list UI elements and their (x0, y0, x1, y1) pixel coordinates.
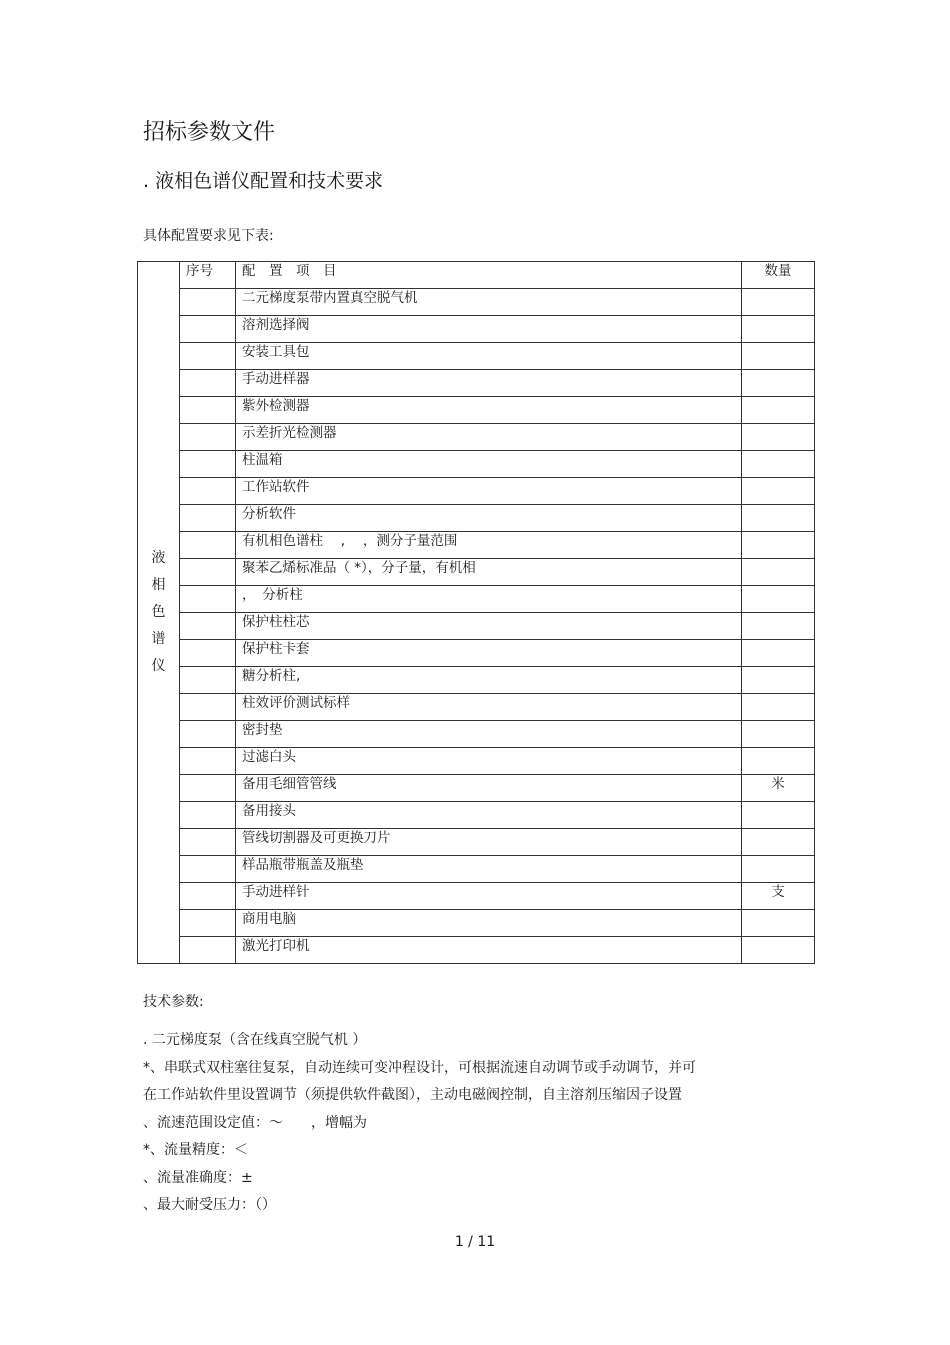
table-row (138, 721, 815, 748)
configuration-table (137, 261, 815, 964)
param-line: . 二元梯度泵（含在线真空脱气机 ） (143, 1032, 367, 1048)
row-qty-cell (742, 559, 815, 586)
row-item-cell: 过滤白头 (236, 748, 742, 775)
configuration-table-body (138, 262, 815, 964)
row-no-cell (180, 559, 236, 586)
row-item-cell: 手动进样器 (236, 370, 742, 397)
row-no-cell (180, 532, 236, 559)
page-number: 1 / 11 (454, 1234, 496, 1250)
row-item-cell: 激光打印机 (236, 937, 742, 964)
row-item-cell: 保护柱卡套 (236, 640, 742, 667)
intro-text: 具体配置要求见下表: (143, 228, 274, 244)
param-line: *、流量精度：＜ (143, 1142, 248, 1158)
row-qty-cell (742, 667, 815, 694)
row-item-cell: 分析软件 (236, 505, 742, 532)
param-line: 在工作站软件里设置调节（须提供软件截图），主动电磁阀控制，自主溶剂压缩因子设置 (143, 1087, 682, 1103)
row-item-cell: ， 分析柱 (236, 586, 742, 613)
row-no-cell (180, 343, 236, 370)
table-row (138, 586, 815, 613)
row-no-cell (180, 316, 236, 343)
category-cell (138, 262, 180, 964)
table-header-row (138, 262, 815, 289)
table-row (138, 883, 815, 910)
row-qty-cell (742, 532, 815, 559)
row-item-cell: 溶剂选择阀 (236, 316, 742, 343)
row-qty-cell (742, 316, 815, 343)
header-item: 配 置 项 目 (236, 262, 742, 289)
row-qty-cell (742, 640, 815, 667)
tech-params-list (143, 1030, 783, 1223)
row-item-cell: 聚苯乙烯标准品（ *），分子量，有机相 (236, 559, 742, 586)
row-no-cell (180, 451, 236, 478)
row-no-cell (180, 613, 236, 640)
row-item-cell: 紫外检测器 (236, 397, 742, 424)
row-no-cell (180, 937, 236, 964)
row-item-cell: 柱效评价测试标样 (236, 694, 742, 721)
row-no-cell (180, 856, 236, 883)
row-item-cell: 管线切割器及可更换刀片 (236, 829, 742, 856)
row-no-cell (180, 775, 236, 802)
row-qty-cell (742, 937, 815, 964)
row-no-cell (180, 883, 236, 910)
row-qty-cell: 支 (742, 883, 815, 910)
row-item-cell: 保护柱柱芯 (236, 613, 742, 640)
row-item-cell: 有机相色谱柱 , ，测分子量范围 (236, 532, 742, 559)
document-title: 招标参数文件 (143, 120, 276, 145)
row-qty-cell: 米 (742, 775, 815, 802)
table-row (138, 694, 815, 721)
table-row (138, 640, 815, 667)
param-line: 、流速范围设定值：～ ，增幅为 (143, 1114, 367, 1131)
table-row (138, 910, 815, 937)
header-qty: 数量 (742, 262, 815, 289)
param-line: 、最大耐受压力：（） (143, 1197, 276, 1213)
tech-params-heading: 技术参数: (143, 994, 204, 1010)
row-qty-cell (742, 451, 815, 478)
row-item-cell: 密封垫 (236, 721, 742, 748)
row-qty-cell (742, 910, 815, 937)
header-no: 序号 (180, 262, 236, 289)
row-item-cell: 商用电脑 (236, 910, 742, 937)
row-item-cell: 示差折光检测器 (236, 424, 742, 451)
table-row (138, 397, 815, 424)
row-qty-cell (742, 397, 815, 424)
row-no-cell (180, 640, 236, 667)
row-qty-cell (742, 289, 815, 316)
row-no-cell (180, 910, 236, 937)
table-row (138, 370, 815, 397)
table-row (138, 478, 815, 505)
table-row (138, 451, 815, 478)
row-item-cell: 样品瓶带瓶盖及瓶垫 (236, 856, 742, 883)
category-label: 液相色谱仪 (151, 550, 166, 674)
row-no-cell (180, 667, 236, 694)
table-row (138, 424, 815, 451)
table-row (138, 937, 815, 964)
param-line: 、流量准确度：± (143, 1169, 253, 1186)
row-item-cell: 柱温箱 (236, 451, 742, 478)
row-no-cell (180, 478, 236, 505)
row-item-cell: 备用接头 (236, 802, 742, 829)
row-item-cell: 备用毛细管管线 (236, 775, 742, 802)
row-item-cell: 工作站软件 (236, 478, 742, 505)
row-no-cell (180, 829, 236, 856)
row-qty-cell (742, 505, 815, 532)
row-item-cell: 糖分析柱, (236, 667, 742, 694)
row-qty-cell (742, 802, 815, 829)
table-row (138, 829, 815, 856)
row-no-cell (180, 370, 236, 397)
table-row (138, 667, 815, 694)
row-no-cell (180, 694, 236, 721)
table-row (138, 613, 815, 640)
table-row (138, 532, 815, 559)
table-row (138, 289, 815, 316)
row-no-cell (180, 586, 236, 613)
section-heading: . 液相色谱仪配置和技术要求 (143, 170, 384, 192)
row-qty-cell (742, 856, 815, 883)
row-qty-cell (742, 343, 815, 370)
row-no-cell (180, 748, 236, 775)
row-qty-cell (742, 586, 815, 613)
table-row (138, 343, 815, 370)
table-row (138, 856, 815, 883)
row-no-cell (180, 505, 236, 532)
row-no-cell (180, 721, 236, 748)
row-item-cell: 二元梯度泵带内置真空脱气机 (236, 289, 742, 316)
row-qty-cell (742, 721, 815, 748)
row-item-cell: 手动进样针 (236, 883, 742, 910)
table-row (138, 316, 815, 343)
row-qty-cell (742, 613, 815, 640)
row-qty-cell (742, 829, 815, 856)
row-no-cell (180, 289, 236, 316)
table-row (138, 775, 815, 802)
row-no-cell (180, 802, 236, 829)
row-qty-cell (742, 370, 815, 397)
row-qty-cell (742, 748, 815, 775)
row-no-cell (180, 424, 236, 451)
param-line: *、串联式双柱塞往复泵，自动连续可变冲程设计，可根据流速自动调节或手动调节，并可 (143, 1059, 696, 1076)
row-qty-cell (742, 478, 815, 505)
row-no-cell (180, 397, 236, 424)
row-item-cell: 安装工具包 (236, 343, 742, 370)
table-row (138, 802, 815, 829)
row-qty-cell (742, 424, 815, 451)
table-row (138, 748, 815, 775)
table-row (138, 505, 815, 532)
table-row (138, 559, 815, 586)
row-qty-cell (742, 694, 815, 721)
